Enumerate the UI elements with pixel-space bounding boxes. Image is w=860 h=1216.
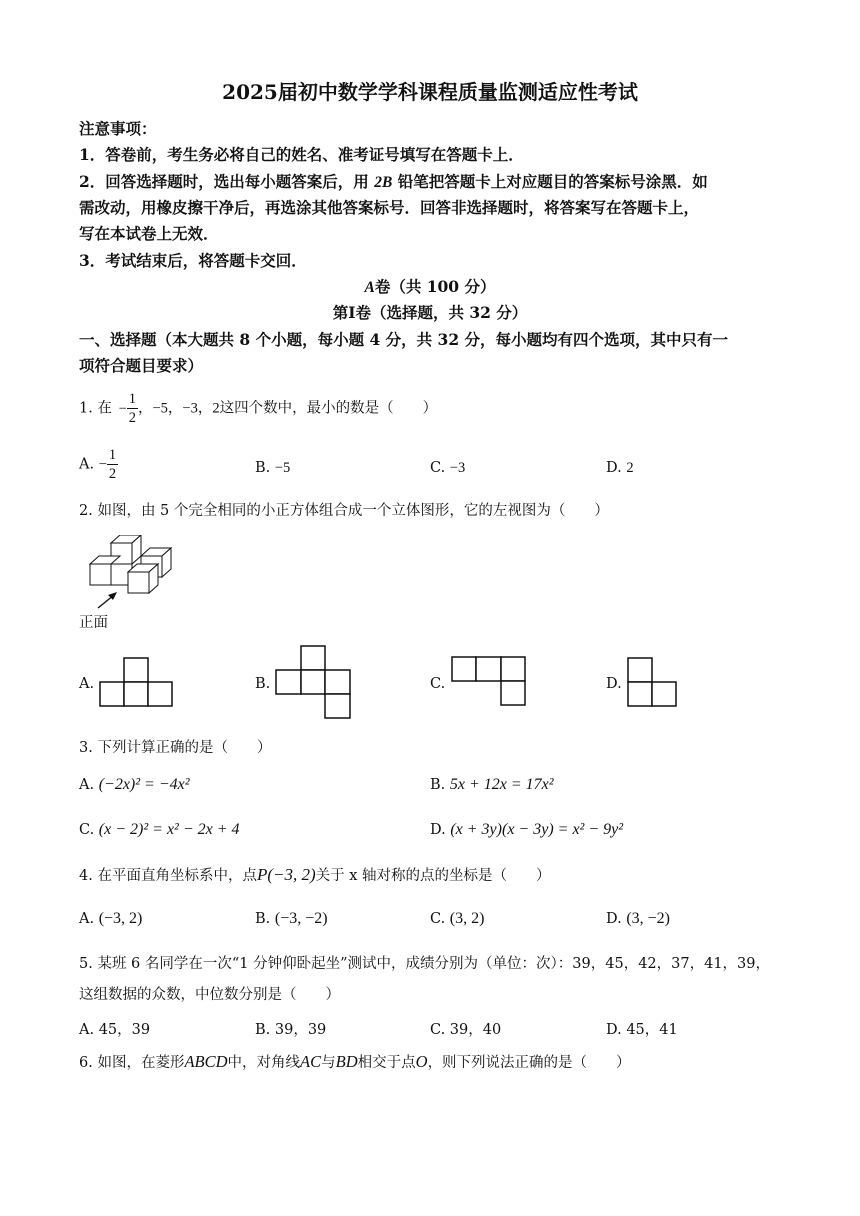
q1-option-d[interactable]: D. 2 [606,460,634,476]
q2-option-a-label[interactable]: A. [79,676,95,692]
note-2-num: 2． [79,172,106,191]
note-2-line-3: 写在本试卷上无效． [79,224,219,243]
q1-option-a[interactable]: A. − $\frac{1}{2}$ [79,447,117,482]
q1-option-a-fraction: $\frac{1}{2}$ [108,447,117,482]
front-view-arrow [96,590,120,610]
note-1-num: 1． [79,145,106,164]
q4-option-b[interactable]: B. (−3, −2) [255,910,328,927]
q5-option-d[interactable]: D. 45，41 [606,1022,678,1038]
note-2-text-b: 铅笔把答题卡上对应题目的答案标号涂黑．如 [392,172,708,191]
question-3-stem: 3. 下列计算正确的是（ ） [79,740,272,756]
section-1-line-2: 项符合题目要求） [79,356,204,375]
q5-option-a[interactable]: A. 45，39 [79,1022,151,1038]
q1-neg: − [118,400,127,417]
question-4-stem: 4. 在平面直角坐标系中，点P(−3, 2)关于 x 轴对称的点的坐标是（ ） [79,865,551,884]
q3-option-d[interactable]: D. (x + 3y)(x − 3y) = x² − 9y² [430,821,624,838]
q4-option-d[interactable]: D. (3, −2) [606,910,671,927]
note-2-pencil: 2B [374,174,393,191]
q3-option-c[interactable]: C. (x − 2)² = x² − 2x + 4 [79,821,240,838]
q1-option-c[interactable]: C. −3 [430,460,466,476]
paper-a-heading [0,275,860,297]
note-2-line-1 [79,170,708,192]
q1-option-b[interactable]: B. −5 [255,460,291,476]
q2-option-b-label[interactable]: B. [255,676,271,692]
question-5-line-1: 5. 某班 6 名同学在一次“1 分钟仰卧起坐”测试中，成绩分别为（单位：次）：39，45，42，37，41，39， [79,956,770,972]
note-3-num: 3． [79,251,106,270]
paper-a-letter: A [364,279,375,296]
notes-heading: 注意事项： [79,119,157,138]
q1-suffix: 这四个数中，最小的数是（ ） [219,400,438,417]
q2-option-d-label[interactable]: D. [606,676,622,692]
question-5-line-2: 这组数据的众数，中位数分别是（ ） [79,987,340,1003]
q2-option-a-figure[interactable] [99,657,175,709]
q2-option-b-figure[interactable] [275,645,353,720]
note-1-text: 答卷前，考生务必将自己的姓名、准考证号填写在答题卡上． [105,145,524,164]
question-2-stem: 2. 如图，由 5 个完全相同的小正方体组合成一个立体图形，它的左视图为（ ） [79,503,609,519]
note-2-line-2: 需改动，用橡皮擦干净后，再选涂其他答案标号．回答非选择题时，将答案写在答题卡上， [79,198,700,217]
q4-option-c[interactable]: C. (3, 2) [430,910,485,927]
q2-option-c-label[interactable]: C. [430,676,446,692]
note-2-text-a: 回答选择题时，选出每小题答案后，用 [105,172,375,191]
exam-title: 2025届初中数学学科课程质量监测适应性考试 [222,80,638,104]
q3-option-b[interactable]: B. 5x + 12x = 17x² [430,776,554,793]
front-label: 正面 [79,615,108,631]
section-1-line-1: 一、选择题（本大题共 8 个小题，每小题 4 分，共 32 分，每小题均有四个选项，其中只有一 [79,330,729,349]
q1-values: ，−5，−3，2 [138,400,220,417]
question-6-stem: 6. 如图，在菱形ABCD中，对角线AC与BD相交于点O，则下列说法正确的是（ ） [79,1052,631,1071]
q2-option-d-figure[interactable] [627,657,679,709]
q2-option-c-figure[interactable] [451,656,529,708]
q1-num: 1. 在 [79,400,112,417]
question-1-stem [79,390,437,427]
q4-point: P(−3, 2) [256,865,316,884]
paper-a-text: 卷（共 100 分） [374,277,496,296]
q5-option-b[interactable]: B. 39，39 [255,1022,327,1038]
part-1-heading: 第Ⅰ卷（选择题，共 32 分） [332,303,528,322]
note-3-text: 考试结束后，将答题卡交回． [105,251,307,270]
q3-option-a[interactable]: A. (−2x)² = −4x² [79,776,190,793]
q5-option-c[interactable]: C. 39，40 [430,1022,502,1038]
note-1 [79,143,524,165]
q4-option-a[interactable]: A. (−3, 2) [79,910,143,927]
note-3 [79,249,307,271]
q1-fraction: $\frac{1}{2}$ [128,391,136,426]
